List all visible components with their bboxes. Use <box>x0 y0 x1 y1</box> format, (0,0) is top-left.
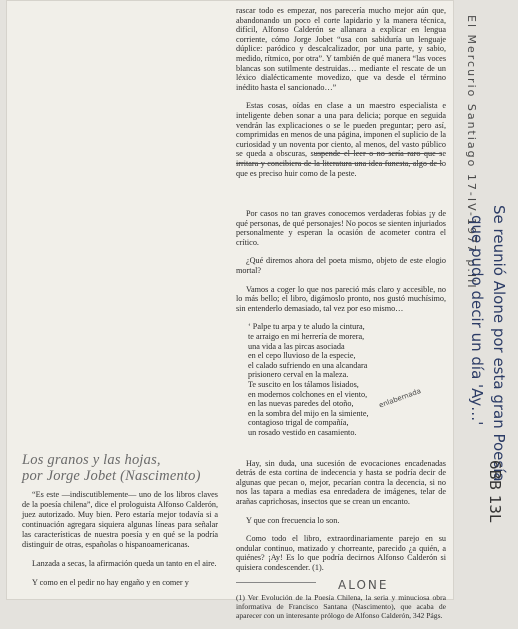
verse-line: prisionero cerval en la maleza. <box>248 370 349 380</box>
verse-line: un rosado vestido en casamiento. <box>248 427 357 437</box>
paragraph: ¿Qué diremos ahora del poeta mismo, objeto de este elogio mortal? <box>236 256 446 276</box>
underline-mark <box>314 153 442 154</box>
verse-line: te arraigo en mi herrería de morera, <box>248 332 365 342</box>
footnote-divider <box>236 582 316 583</box>
poem-excerpt <box>248 322 446 437</box>
verse-line: en las nuevas paredes del otoño, <box>248 399 354 409</box>
verse-line: contagioso trigal de compañía, <box>248 418 349 428</box>
paragraph: “Es este —indiscutiblemente— uno de los libros claves de la poesía chilena”, dice el prologuista Alfonso Calderón, juez autorizado. Muy bien. Pero estaría mejor todavía si a continuación agregara siquiera algunas líneas para señalar las características de nuestra poesía y en qué se la podría distinguir de otras, españolas o hispanoamericanas. <box>22 490 218 549</box>
paragraph: rascar todo es empezar, nos parecería mucho mejor aún que, abandonando un poco el corte lapidario y la manera técnica, difícil, Alfonso Calderón se allanara a explicar en lengua corriente, cómo Jorge Jobet “usa con sabiduría un lenguaje dúplice: paródico y descalcalizador, por una parte, y sabio, medido, rítmico, por otra”. Y también de qué manera “las voces blancas son sutilmente destruidas… mediante el rescate de un léxico dialécticamente movedizo, que va desde el término inédito hasta el sancionado…” <box>236 6 446 92</box>
verse-line: ‘ Palpe tu arpa y te aludo la cintura, <box>248 322 365 332</box>
article-title <box>22 452 222 484</box>
verse-line: Te suscito en los tálamos lisiados, <box>248 380 359 389</box>
verse-line: el calado sufriendo en una alcandara <box>248 360 368 370</box>
title-line: por Jorge Jobet (Nascimento) <box>22 468 201 484</box>
verse-line: en el cepo lluvioso de la especie, <box>248 351 356 361</box>
signature: ALONE <box>338 578 389 592</box>
paragraph: Por casos no tan graves conocemos verdaderas fobias ¡y de qué personas, de qué personajes! No pocos se sienten injuriados personalmente y esperan la ocasión de acometer contra el crítico. <box>236 209 446 247</box>
handwritten-note: Se reunió Alone por esta gran Poesía <box>490 205 508 482</box>
verse-line: en modernos colchones en el viento, <box>248 389 368 399</box>
underline-mark <box>236 163 442 164</box>
verse-line: en la sombra del mijo en la simiente, <box>248 408 369 418</box>
paragraph: Vamos a coger lo que nos pareció más claro y accesible, no lo más bello; el libro, digámoslo pronto, nos gustó muchísimo, sin entenderlo demasiado, tal vez por eso mismo… <box>236 284 446 313</box>
verse-line: una vida a las pircas asociada <box>248 341 345 351</box>
title-line: Los granos y las hojas, <box>22 452 161 468</box>
paragraph: Hay, sin duda, una sucesión de evocaciones encadenadas detrás de esta cortina de indecencia y hasta se podría decir de algunas que pecan o, mejor, pecarían contra la decencia, si no nos las tapara a medias esa enredadera de imágenes, telar de arañas caprichosas, insectos que se crean un encanto. <box>236 458 446 506</box>
paragraph: Y que con frecuencia lo son. <box>246 515 340 525</box>
archive-number: 6BB 13L <box>486 460 504 523</box>
paragraph: Y como en el pedir no hay engaño y en comer y <box>32 578 189 587</box>
paragraph: Como todo el libro, extraordinariamente parejo en su ondular continuo, matizado y chorreante, parecido ¿a quién, a quiénes? ¡Ay! Es lo que podría decirnos Alfonso Calderón si quisiera condescender. (1). <box>236 534 446 572</box>
newspaper-source-note: El Mercurio Santiago 17-IV-1977 p.III <box>465 15 478 290</box>
paragraph: Lanzada a secas, la afirmación queda un tanto en el aire. <box>32 559 217 568</box>
right-column <box>236 6 446 629</box>
handwritten-note: que pudo decir un día 'Ay…' <box>468 215 486 426</box>
paragraph: Estas cosas, oídas en clase a un maestro especialista e inteligente deben sonar a una para delicia; porque en seguida vendrán las explicaciones o se le pueden preguntar; pero así, comprimidas en menos de una página, imponen el suplicio de la curiosidad y un noventa por ciento, al menos, del vasto público se queda a obscuras, suspende el leer o no sería raro que se irritara y concibiera de la literatura una idea funesta, algo de lo que es preciso huir como de la peste. <box>236 101 446 178</box>
margin-note: enlabernada <box>378 386 423 410</box>
footnote: (1) Ver Evolución de la Poesía Chilena, la seria y minuciosa obra informativa de Francisco Santana (Nascimento), que acaba de aparecer con un interesante prólogo de Alfonso Calderón, 342 Págs. <box>236 592 446 620</box>
left-column <box>22 490 218 597</box>
